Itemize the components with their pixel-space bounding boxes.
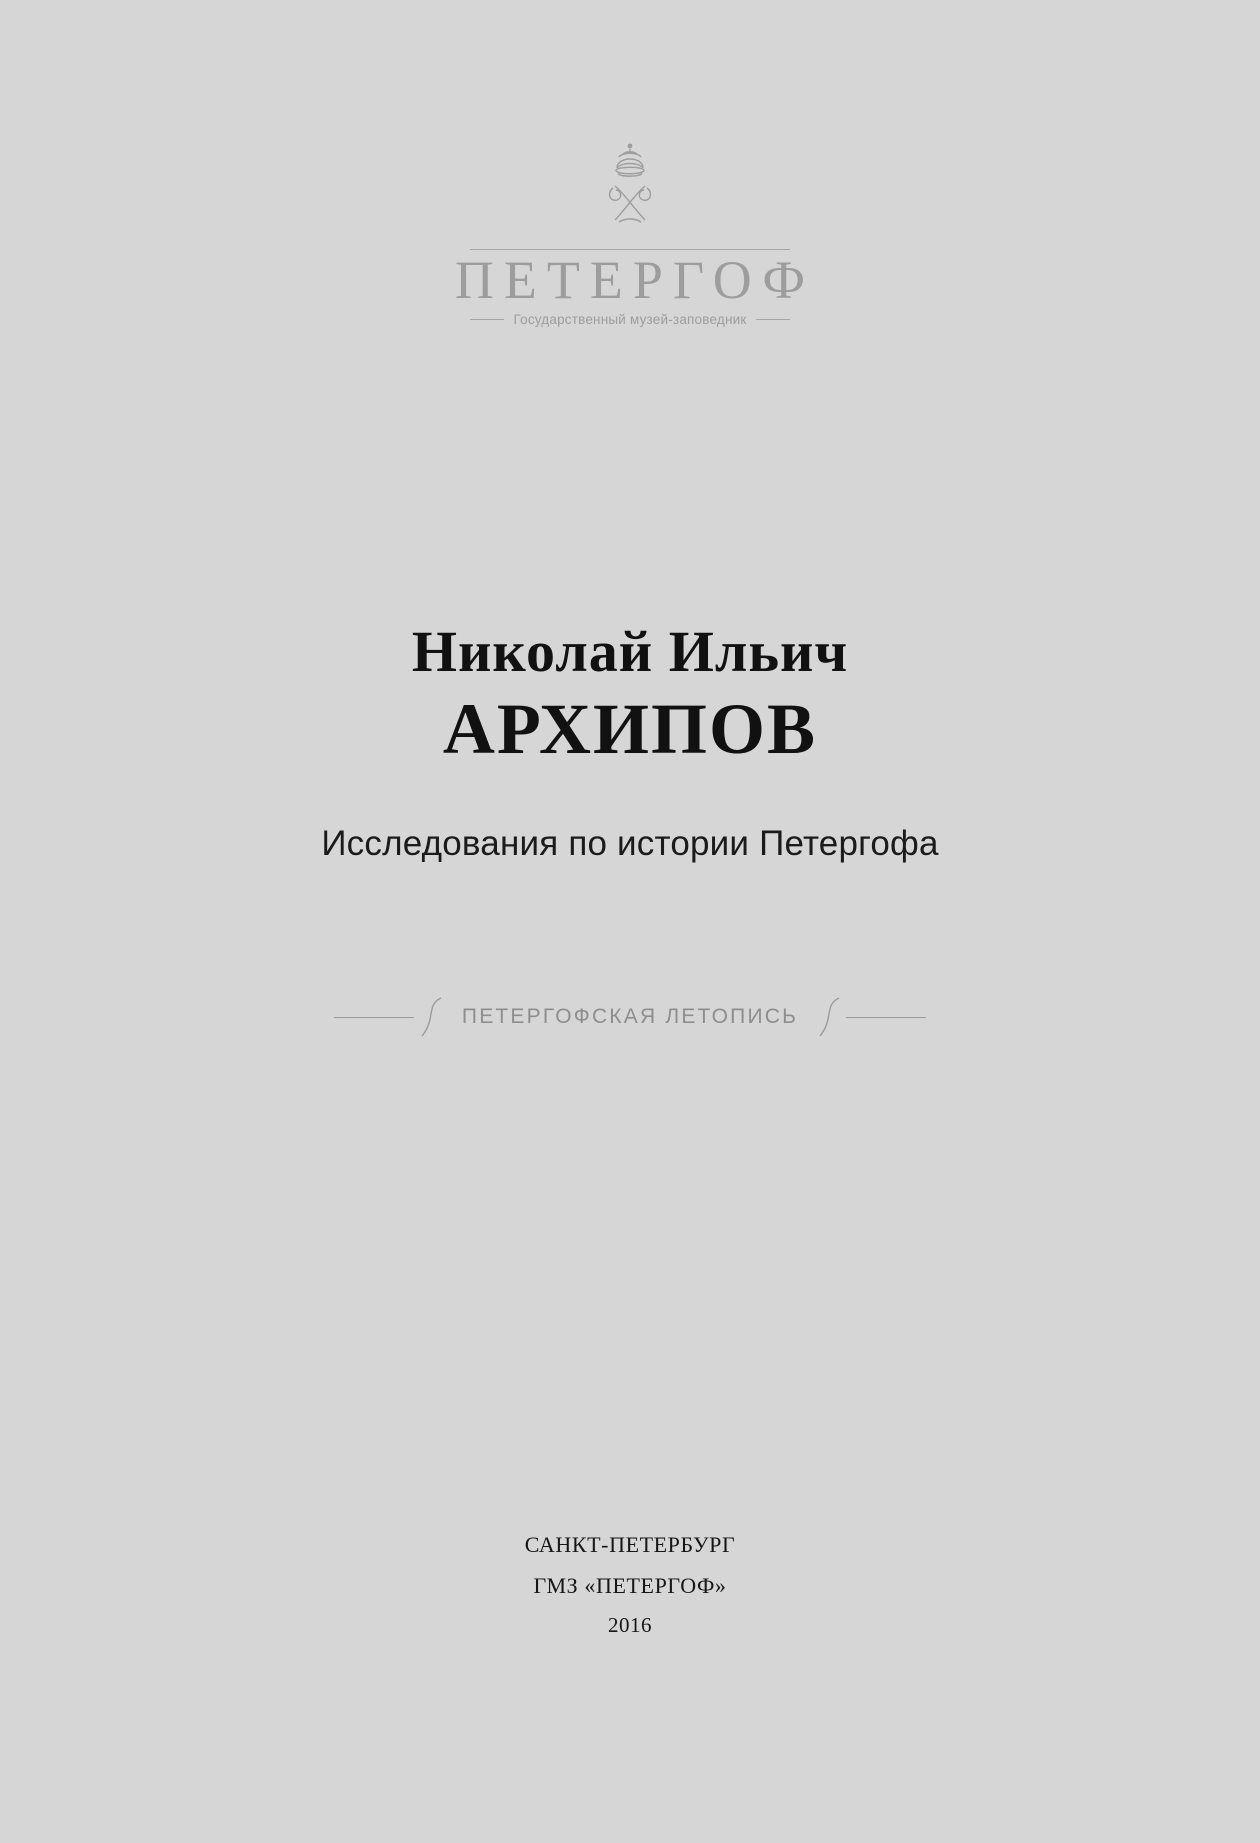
- series-rule-right: [846, 1017, 926, 1018]
- series-line: [0, 995, 1260, 1039]
- imprint-year: 2016: [608, 1613, 652, 1638]
- swirl-ornament-right-icon: [812, 995, 846, 1039]
- imprint-block: [0, 1525, 1260, 1645]
- series-rule-left: [334, 1017, 414, 1018]
- logo-divider-right: [756, 319, 790, 320]
- title-group: [0, 620, 1260, 864]
- imprint-city: САНКТ-ПЕТЕРБУРГ: [524, 1532, 736, 1557]
- author-surname: АРХИПОВ: [442, 688, 818, 769]
- book-subtitle: Исследования по истории Петергофа: [321, 823, 939, 863]
- author-given-name: Николай Ильич: [411, 619, 849, 684]
- imprint-publisher: ГМЗ «ПЕТЕРГОФ»: [533, 1572, 727, 1598]
- logo-divider-left: [470, 319, 504, 320]
- publisher-logo: [0, 140, 1260, 327]
- publisher-wordmark: ПЕТЕРГОФ: [454, 250, 816, 310]
- series-label: ПЕТЕРГОФСКАЯ ЛЕТОПИСЬ: [461, 1005, 799, 1028]
- imperial-crown-monogram-icon: [595, 140, 665, 245]
- swirl-ornament-left-icon: [414, 995, 448, 1039]
- publisher-subtitle: Государственный музей-заповедник: [513, 311, 747, 327]
